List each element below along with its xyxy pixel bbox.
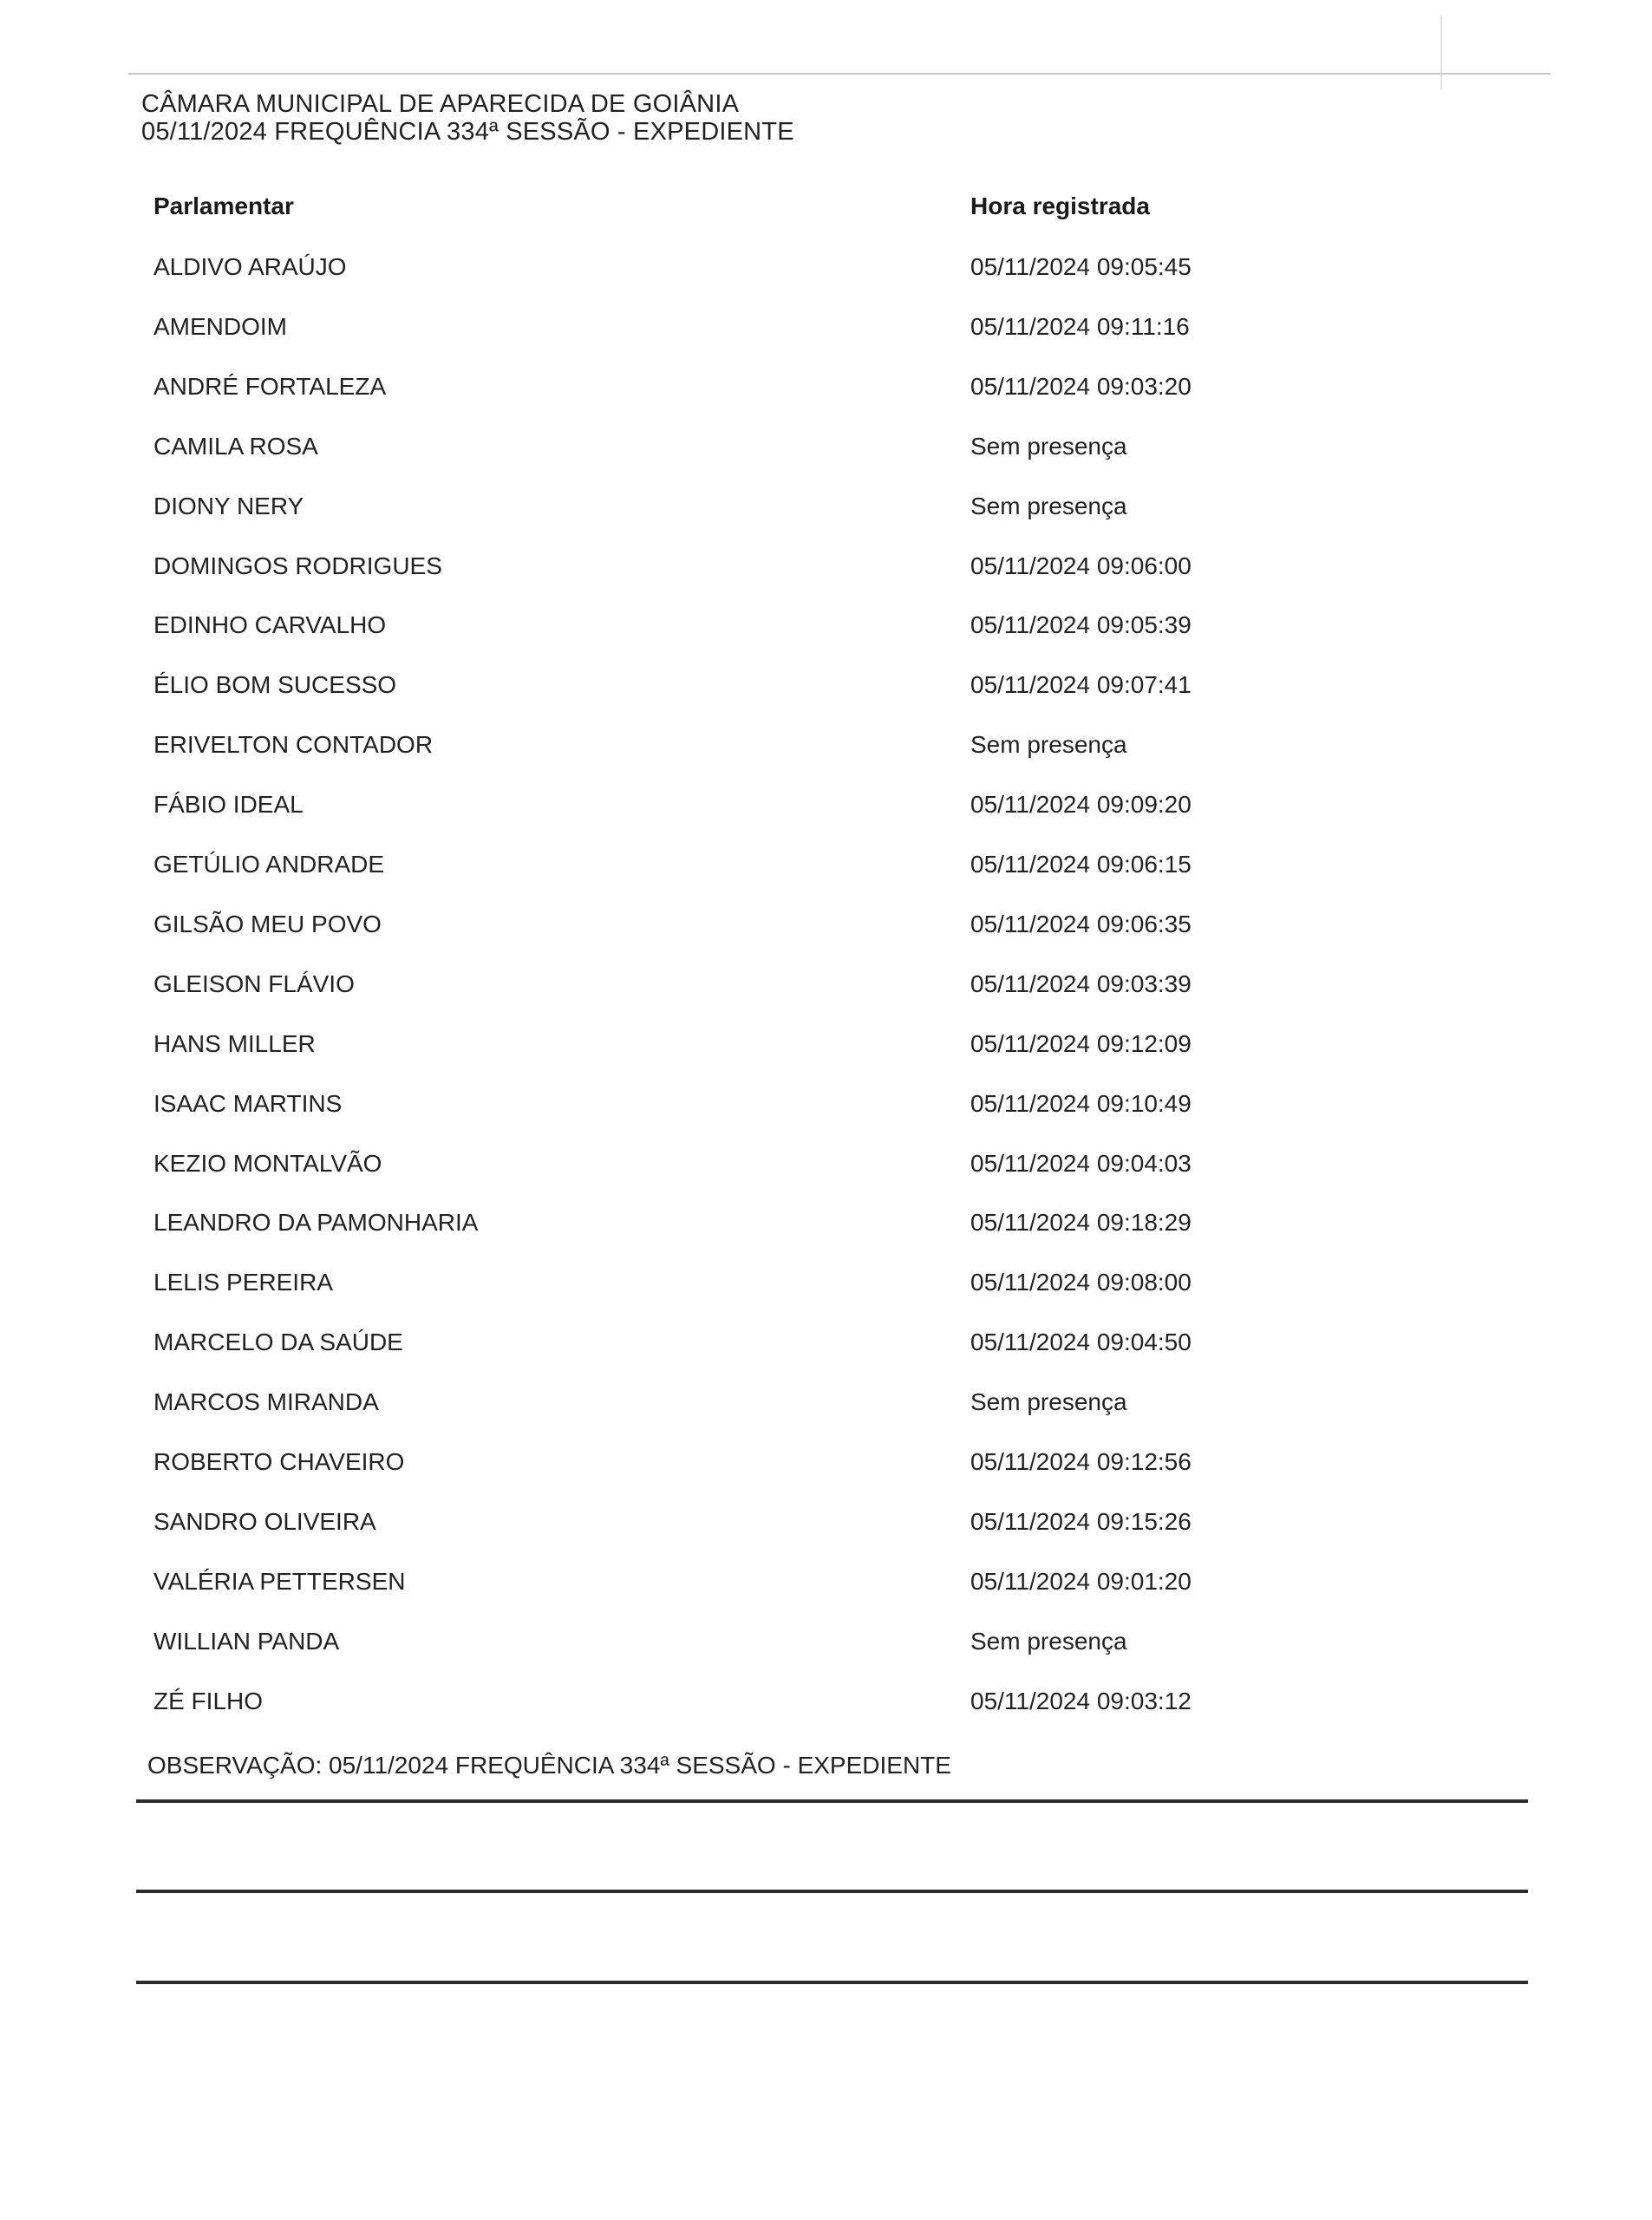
- table-row: [0, 1030, 1652, 1065]
- institution-title: CÂMARA MUNICIPAL DE APARECIDA DE GOIÂNIA: [141, 90, 740, 118]
- parlamentar-name: SANDRO OLIVEIRA: [153, 1508, 376, 1535]
- table-row: [0, 1209, 1652, 1244]
- parlamentar-name: CAMILA ROSA: [153, 433, 318, 460]
- hora-registrada: 05/11/2024 09:03:20: [970, 373, 1192, 400]
- session-title: 05/11/2024 FREQUÊNCIA 334ª SESSÃO - EXPEDIENTE: [141, 118, 794, 146]
- table-row: [0, 313, 1652, 348]
- table-row: [0, 671, 1652, 706]
- table-row: [0, 1329, 1652, 1363]
- table-row: [0, 1508, 1652, 1543]
- hora-registrada: 05/11/2024 09:03:39: [970, 970, 1192, 997]
- table-row: [0, 1448, 1652, 1483]
- parlamentar-name: AMENDOIM: [153, 313, 287, 340]
- table-row: [0, 373, 1652, 408]
- hora-registrada: 05/11/2024 09:08:00: [970, 1269, 1192, 1296]
- parlamentar-name: ZÉ FILHO: [153, 1688, 264, 1714]
- table-row: [0, 552, 1652, 587]
- parlamentar-name: ISAAC MARTINS: [153, 1090, 343, 1117]
- table-row: [0, 1090, 1652, 1125]
- hora-registrada: 05/11/2024 09:07:41: [970, 671, 1192, 698]
- top-rule: [128, 73, 1551, 75]
- hora-registrada: 05/11/2024 09:04:50: [970, 1329, 1192, 1355]
- document-header: [141, 90, 794, 146]
- column-header-parlamentar: Parlamentar: [153, 193, 294, 219]
- hora-registrada: 05/11/2024 09:04:03: [970, 1150, 1192, 1177]
- table-row: [0, 1568, 1652, 1603]
- hora-registrada: 05/11/2024 09:06:00: [970, 552, 1192, 579]
- hora-registrada: 05/11/2024 09:06:35: [970, 911, 1192, 937]
- table-row: [0, 1150, 1652, 1185]
- parlamentar-name: GETÚLIO ANDRADE: [153, 851, 385, 878]
- parlamentar-name: MARCELO DA SAÚDE: [153, 1329, 403, 1355]
- table-row: [0, 1628, 1652, 1662]
- parlamentar-name: FÁBIO IDEAL: [153, 791, 304, 818]
- parlamentar-name: EDINHO CARVALHO: [153, 611, 387, 638]
- parlamentar-name: GLEISON FLÁVIO: [153, 970, 355, 997]
- table-row: [0, 791, 1652, 826]
- parlamentar-name: DIONY NERY: [153, 493, 304, 519]
- hora-registrada: 05/11/2024 09:15:26: [970, 1508, 1192, 1535]
- hora-registrada: 05/11/2024 09:05:39: [970, 611, 1192, 638]
- hora-registrada: Sem presença: [970, 1628, 1127, 1655]
- parlamentar-name: ERIVELTON CONTADOR: [153, 731, 434, 758]
- hora-registrada: Sem presença: [970, 433, 1127, 460]
- table-row: [0, 911, 1652, 945]
- hora-registrada: 05/11/2024 09:09:20: [970, 791, 1192, 818]
- parlamentar-name: WILLIAN PANDA: [153, 1628, 340, 1655]
- table-row: [0, 611, 1652, 646]
- hora-registrada: Sem presença: [970, 731, 1127, 758]
- column-header-hora-registrada: Hora registrada: [970, 193, 1150, 219]
- parlamentar-name: GILSÃO MEU POVO: [153, 911, 382, 937]
- hora-registrada: 05/11/2024 09:11:16: [970, 313, 1190, 340]
- parlamentar-name: ROBERTO CHAVEIRO: [153, 1448, 405, 1475]
- observation-text: OBSERVAÇÃO: 05/11/2024 FREQUÊNCIA 334ª SESSÃO - EXPEDIENTE: [147, 1752, 951, 1779]
- table-row: [0, 1388, 1652, 1423]
- hora-registrada: 05/11/2024 09:05:45: [970, 253, 1192, 280]
- scan-edge-mark: [1440, 16, 1442, 90]
- table-row: [0, 433, 1652, 467]
- table-row: [0, 731, 1652, 766]
- table-row: [0, 851, 1652, 885]
- parlamentar-name: ALDIVO ARAÚJO: [153, 253, 347, 280]
- table-row: [0, 1269, 1652, 1303]
- table-row: [0, 493, 1652, 527]
- parlamentar-name: LEANDRO DA PAMONHARIA: [153, 1209, 479, 1236]
- table-row: [0, 253, 1652, 288]
- table-row: [0, 1688, 1652, 1722]
- signature-line: [136, 1981, 1528, 1984]
- hora-registrada: 05/11/2024 09:12:56: [970, 1448, 1192, 1475]
- hora-registrada: Sem presença: [970, 493, 1127, 519]
- parlamentar-name: MARCOS MIRANDA: [153, 1388, 379, 1415]
- hora-registrada: 05/11/2024 09:03:12: [970, 1688, 1192, 1714]
- hora-registrada: 05/11/2024 09:18:29: [970, 1209, 1192, 1236]
- parlamentar-name: DOMINGOS RODRIGUES: [153, 552, 442, 579]
- parlamentar-name: HANS MILLER: [153, 1030, 316, 1057]
- hora-registrada: Sem presença: [970, 1388, 1127, 1415]
- hora-registrada: 05/11/2024 09:10:49: [970, 1090, 1192, 1117]
- hora-registrada: 05/11/2024 09:12:09: [970, 1030, 1192, 1057]
- parlamentar-name: ANDRÉ FORTALEZA: [153, 373, 387, 400]
- parlamentar-name: KEZIO MONTALVÃO: [153, 1150, 382, 1177]
- parlamentar-name: VALÉRIA PETTERSEN: [153, 1568, 406, 1595]
- parlamentar-name: LELIS PEREIRA: [153, 1269, 333, 1296]
- hora-registrada: 05/11/2024 09:01:20: [970, 1568, 1192, 1595]
- hora-registrada: 05/11/2024 09:06:15: [970, 851, 1192, 878]
- table-row: [0, 970, 1652, 1005]
- signature-line: [136, 1799, 1528, 1803]
- signature-line: [136, 1890, 1528, 1893]
- parlamentar-name: ÉLIO BOM SUCESSO: [153, 671, 397, 698]
